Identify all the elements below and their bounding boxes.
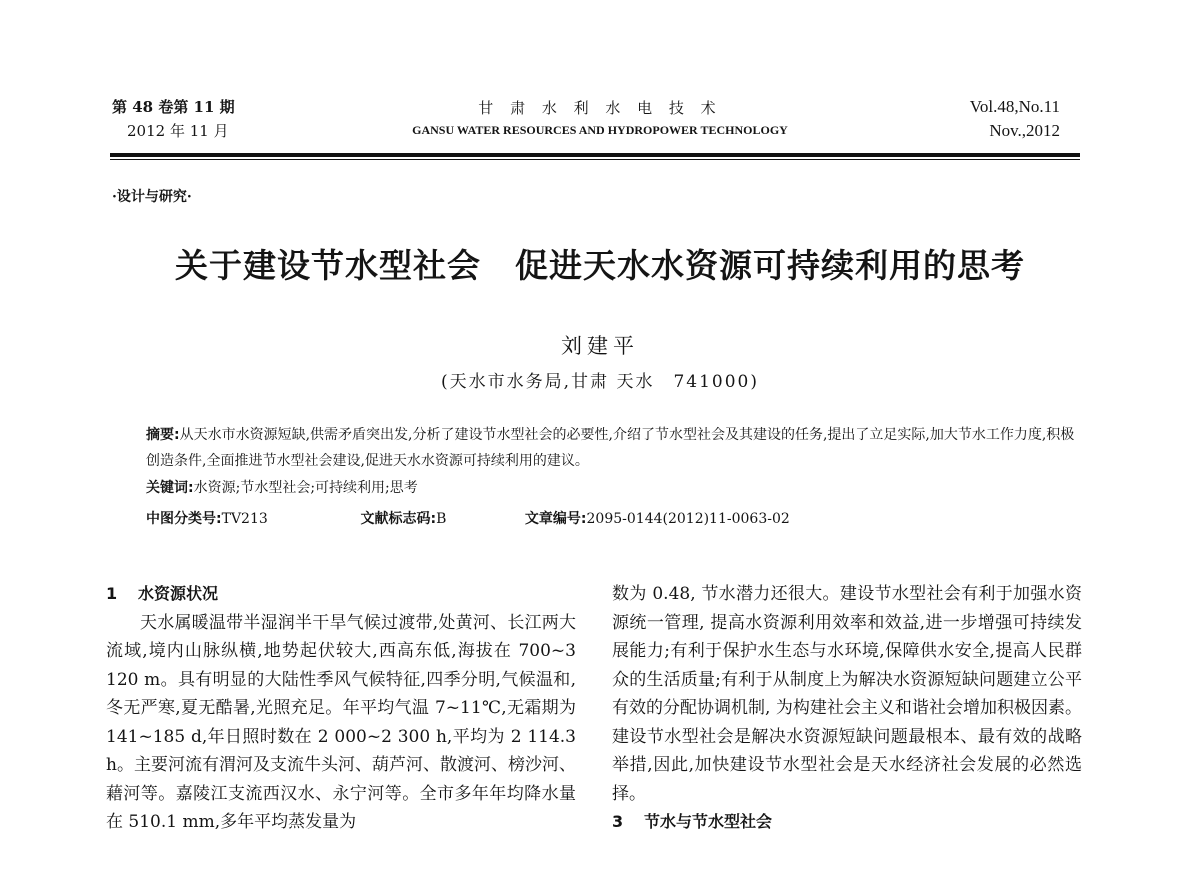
article-number-group <box>525 506 790 532</box>
date-cn: 2012 年 11 月 <box>127 122 229 140</box>
section-3-number: 3 <box>612 812 624 831</box>
doc-code-value: B <box>436 511 447 527</box>
left-column <box>106 580 576 837</box>
volume-issue-cn: 第 48 卷第 11 期 <box>112 98 235 116</box>
volume-issue-en: Vol.48,No.11 <box>969 97 1060 116</box>
classification-row <box>146 506 1076 532</box>
section-tag: ·设计与研究· <box>112 189 192 205</box>
section-1-paragraph: 天水属暖温带半湿润半干旱气候过渡带,处黄河、长江两大流域,境内山脉纵横,地势起伏较大,西高东低,海拔在 700~3 120 m。具有明显的大陆性季风气候特征,四季分明,气候温和,冬无严寒,夏无酷暑,光照充足。年平均气温 7~11℃,无霜期为 141~185 d,年日照时数在 2 000~2 300 h,平均为 2 114.3 h。主要河流有渭河及支流牛头河、葫芦河、散渡河、榜沙河、藉河等。嘉陵江支流西汉水、永宁河等。全市多年年均降水量在 510.1 mm,多年平均蒸发量为 <box>106 612 576 832</box>
keywords-text: 水资源;节水型社会;可持续利用;思考 <box>193 480 418 496</box>
right-column <box>612 580 1082 837</box>
header-rule-thick <box>110 153 1080 157</box>
clc-value: TV213 <box>221 511 268 527</box>
abstract-label: 摘要: <box>146 427 180 443</box>
doc-code-group <box>360 506 520 532</box>
clc-label: 中图分类号: <box>146 511 222 527</box>
affiliation: (天水市水务局,甘肃 天水 741000) <box>441 372 759 392</box>
abstract <box>146 422 1076 474</box>
section-3-heading <box>612 808 1082 837</box>
article-number-label: 文章编号: <box>524 511 587 527</box>
section-1-heading <box>106 580 576 609</box>
journal-name <box>390 97 810 141</box>
article-number-value: 2095-0144(2012)11-0063-02 <box>586 511 790 527</box>
header-rule-thin <box>110 159 1080 160</box>
date-en: Nov.,2012 <box>989 121 1060 140</box>
section-2-paragraph: 数为 0.48, 节水潜力还很大。建设节水型社会有利于加强水资源统一管理, 提高水资源利用效率和效益,进一步增强可持续发展能力;有利于保护水生态与水环境,保障供水安全,提高人民群众的生活质量;有利于从制度上为解决水资源短缺问题建立公平有效的分配协调机制, 为构建社会主义和谐社会增加积极因素。建设节水型社会是解决水资源短缺问题最根本、最有效的战略举措,因此,加快建设节水型社会是天水经济社会发展的必然选择。 <box>612 584 1082 804</box>
keywords-label: 关键词: <box>146 480 194 496</box>
author: 刘建平 <box>561 334 639 358</box>
article-title: 关于建设节水型社会 促进天水水资源可持续利用的思考 <box>175 246 1025 285</box>
header-left <box>112 95 235 143</box>
section-1-number: 1 <box>106 584 118 603</box>
section-1-title: 水资源状况 <box>138 584 219 603</box>
doc-code-label: 文献标志码: <box>360 511 437 527</box>
clc-group <box>146 506 356 532</box>
abstract-text: 从天水市水资源短缺,供需矛盾突出发,分析了建设节水型社会的必要性,介绍了节水型社会及其建设的任务,提出了立足实际,加大节水工作力度,积极创造条件,全面推进节水型社会建设,促进天水水资源可持续利用的建议。 <box>146 427 1075 469</box>
journal-name-en: GANSU WATER RESOURCES AND HYDROPOWER TECHNOLOGY <box>412 123 788 137</box>
header-right <box>970 95 1060 143</box>
keywords <box>146 475 1076 501</box>
journal-name-cn: 甘 肃 水 利 水 电 技 术 <box>478 99 722 117</box>
section-3-title: 节水与节水型社会 <box>644 812 773 831</box>
